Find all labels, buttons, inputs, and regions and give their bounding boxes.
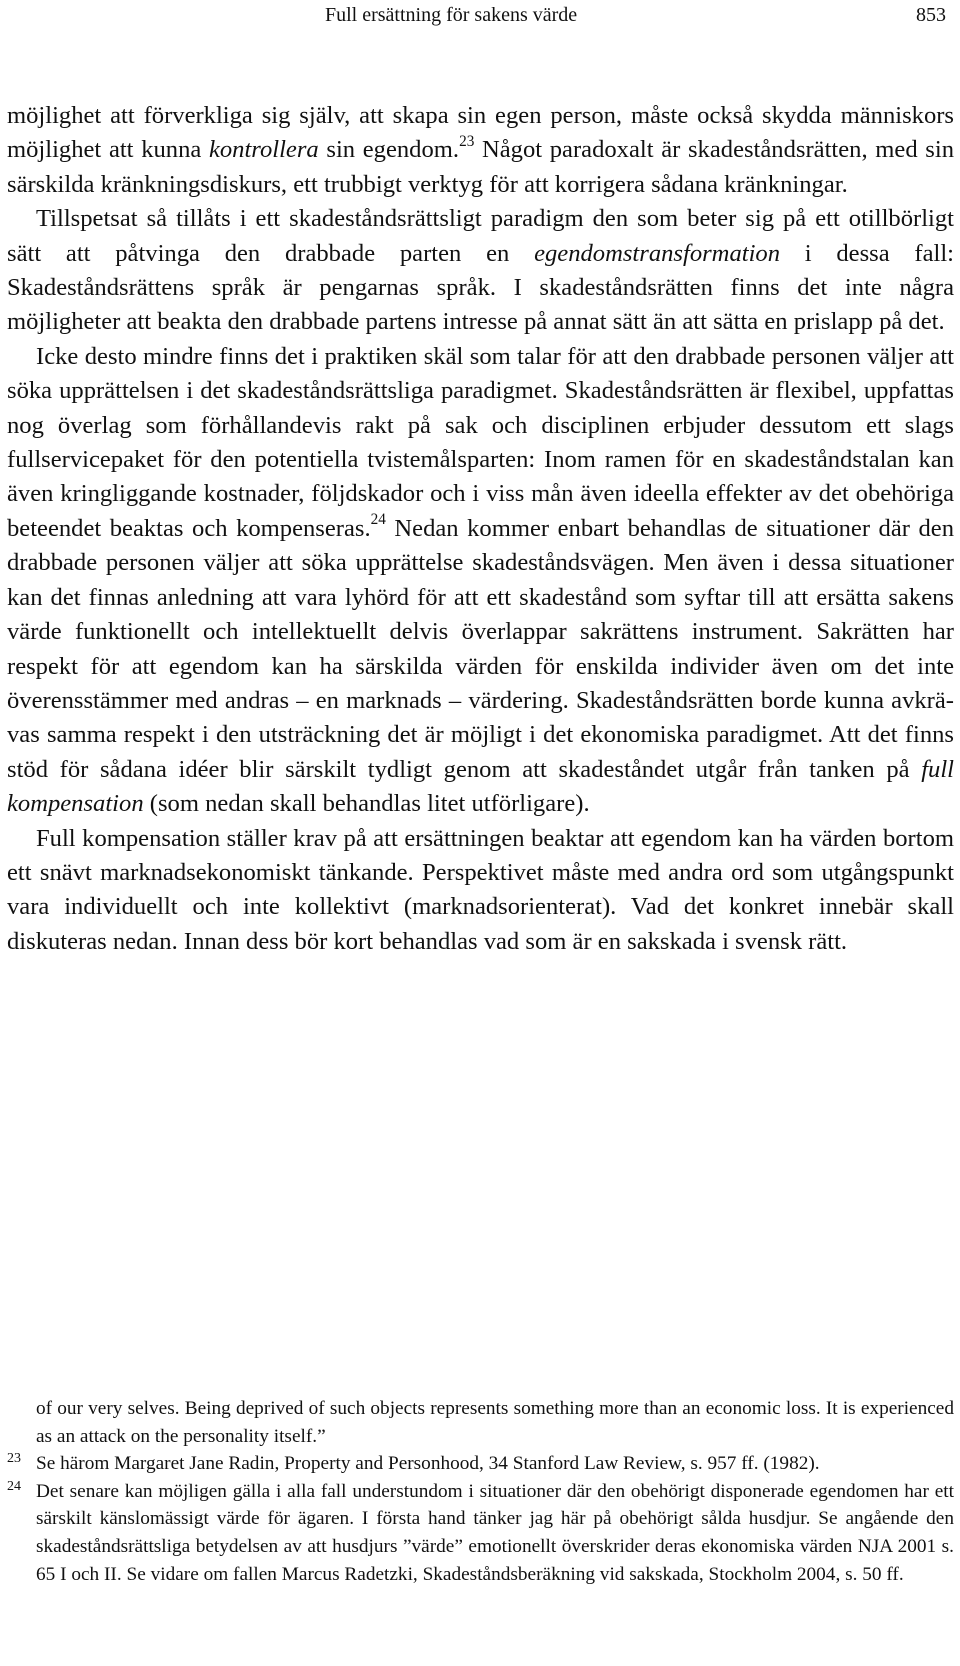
paragraph-4: Full kompensation ställer krav på att ersättningen beaktar att egendom kan ha värden bortom ett snävt marknadsekonomiskt tänkande. Perspektivet måste med andra ord som utgångspunkt vara individuellt och inte kollektivt (marknadsorienterat). Vad det konkret innebär skall diskuteras nedan. Innan dess bör kort behandlas vad som är en sakskada i svensk rätt. bbox=[7, 824, 954, 955]
footnote-23 bbox=[7, 1450, 954, 1478]
footnote-continuation: of our very selves. Being deprived of such objects represents something more than an economic loss. It is experienced as an attack on the personality itself.” bbox=[36, 1398, 954, 1447]
footnote-text: Det senare kan möjligen gälla i alla fall understundom i situationer där den obehörigt disponerade egendomen har ett särskilt känslomässigt värde för ägaren. I första hand tänker jag här på obehörigt sålda husdjur. Se angående den skadeståndsrättsliga betydelsen av att husdjurs ”värde” emotionellt överskrider deras ekonomiska värden NJA 2001 s. 65 I och II. Se vidare om fallen Marcus Radetzki, Skadeståndsberäkning vid sakskada, Stockholm 2004, s. 50 ff. bbox=[36, 1480, 954, 1585]
running-title: Full ersättning för sakens värde bbox=[325, 4, 578, 26]
paragraph-3: Icke desto mindre finns det i praktiken skäl som talar för att den drabbade personen väljer att söka upprättelsen i det skadeståndsrättsliga paradigmet. Skadeståndsrätten är flexibel, uppfattas nog överlag som förhållandevis rakt på sak och disciplinen erbjuder dessutom ett slags fullservicepaket för den potentiella tvistemålsparten: Inom ramen för en skadeståndstalan kan även kringliggande kostnader, följdskador och i viss mån även ideella effekter av det obehöriga beteendet beaktas och kompenseras.$^{24}$ Nedan kommer enbart behandlas de situationer där den drabbade personen väljer att söka upprättelse skadeståndsvägen. Men även i dessa situationer kan det finnas anledning att vara lyhörd för att ett skadestånd som syftar till att ersätta sakens värde funktionellt och intellektuellt delvis överlappar sakrättens instrument. Sakrätten har respekt för att egendom kan ha särskilda värden för enskilda individer även om det inte överensstämmer med andras – en marknads – värdering. Skadeståndsrätten borde kunna avkrävas samma respekt i den utsträckning det är möjligt i det ekonomiska paradigmet. Att det finns stöd för sådana idéer blir särskilt tydligt genom att skadeståndet utgår från tanken på full kompensation (som nedan skall behandlas litet utförligare). bbox=[7, 342, 955, 818]
footnote-ref-24[interactable]: 24 bbox=[370, 511, 386, 529]
paragraph-1: möjlighet att förverkliga sig själv, att skapa sin egen person, måste också skydda människors möjlighet att kunna kontrollera sin egendom.$^{23}$ Något paradoxalt är skadeståndsrätten, med sin särskilda kränkningsdiskurs, ett trubbigt verktyg för att korrigera sådana kränkningar. bbox=[7, 102, 954, 198]
footnote-text: Se härom Margaret Jane Radin, Property and Personhood, 34 Stanford Law Review, s. 957 ff. (1982). bbox=[36, 1453, 820, 1475]
footnote-ref-23[interactable]: 23 bbox=[459, 132, 475, 150]
main-text bbox=[7, 99, 954, 959]
emphasis-full-kompensation: full kompensation bbox=[7, 755, 954, 818]
footnote-number: 23 bbox=[7, 1451, 21, 1467]
footnotes bbox=[7, 1395, 954, 1588]
page-number: 853 bbox=[916, 4, 946, 26]
footnote-24 bbox=[7, 1478, 954, 1588]
emphasis-egendomstransformation: egendomstransformation bbox=[534, 239, 780, 267]
running-header bbox=[0, 4, 960, 30]
footnote-number: 24 bbox=[7, 1478, 21, 1494]
emphasis-kontrollera: kontrollera bbox=[208, 136, 319, 164]
paragraph-2: Tillspetsat så tillåts i ett skadeståndsrättsligt paradigm den som beter sig på ett otillbörligt sätt att påtvinga den drabbade parten en egendomstransformation i dessa fall: Skadeståndsrättens språk är pengarnas språk. I skadeståndsrätten finns det inte några möjligheter att beakta den drabbade partens intresse på annat sätt än att sätta en prislapp på det. bbox=[7, 205, 954, 336]
